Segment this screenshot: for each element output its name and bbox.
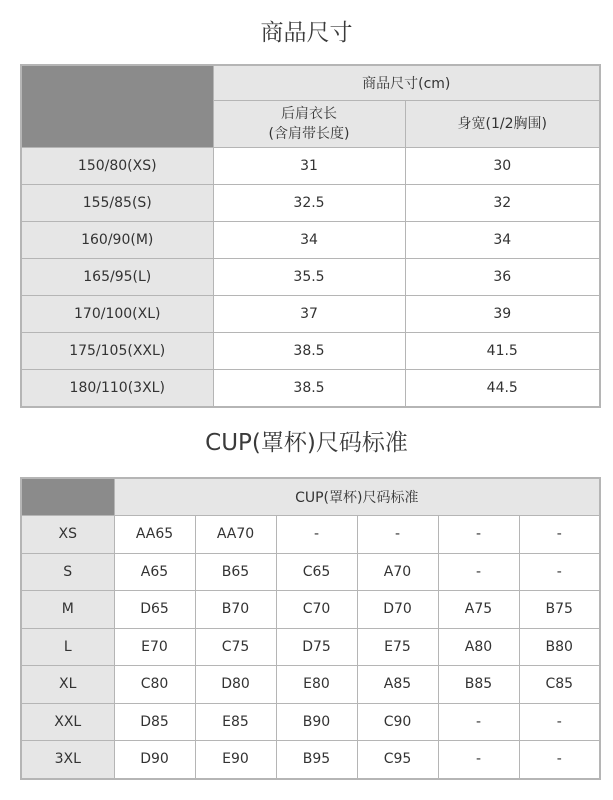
table-cell: B65 [195, 553, 276, 591]
size-label: 180/110(3XL) [21, 370, 213, 408]
table-cell: C75 [195, 628, 276, 666]
table-row [21, 222, 600, 259]
table-cell: C95 [357, 741, 438, 779]
cup-size-label: M [21, 591, 114, 629]
table-row [21, 516, 600, 554]
cup-size-label: S [21, 553, 114, 591]
table-cell: - [519, 516, 600, 554]
size-label: 170/100(XL) [21, 296, 213, 333]
table-row [21, 370, 600, 408]
size-section-title: 商品尺寸 [260, 20, 353, 46]
table-cell: B85 [438, 666, 519, 704]
table-row [21, 333, 600, 370]
table-cell: 35.5 [213, 259, 405, 296]
table-cell: E85 [195, 703, 276, 741]
size-table-corner [21, 65, 213, 148]
table-cell: - [438, 703, 519, 741]
table-cell: 39 [405, 296, 600, 333]
table-cell: 30 [405, 148, 600, 185]
table-cell: C70 [276, 591, 357, 629]
table-row [21, 628, 600, 666]
table-cell: B95 [276, 741, 357, 779]
table-cell: C80 [114, 666, 195, 704]
size-table [20, 64, 601, 408]
table-row [21, 591, 600, 629]
cup-table-group-header: CUP(罩杯)尺码标准 [114, 478, 600, 516]
cup-size-label: XL [21, 666, 114, 704]
table-cell: B90 [276, 703, 357, 741]
table-cell: D90 [114, 741, 195, 779]
table-cell: A75 [438, 591, 519, 629]
table-cell: D80 [195, 666, 276, 704]
table-row [21, 666, 600, 704]
table-cell: - [519, 741, 600, 779]
column-header-body-width: 身宽(1/2胸围) [405, 101, 600, 148]
size-label: 175/105(XXL) [21, 333, 213, 370]
table-cell: - [519, 703, 600, 741]
table-cell: AA65 [114, 516, 195, 554]
table-cell: 38.5 [213, 333, 405, 370]
table-cell: - [276, 516, 357, 554]
table-cell: 32.5 [213, 185, 405, 222]
table-cell: A65 [114, 553, 195, 591]
size-label: 165/95(L) [21, 259, 213, 296]
size-label: 160/90(M) [21, 222, 213, 259]
table-cell: C85 [519, 666, 600, 704]
cup-size-label: L [21, 628, 114, 666]
column-header-back-length: 后肩衣长 (含肩带长度) [213, 101, 405, 148]
table-cell: D75 [276, 628, 357, 666]
table-row [21, 741, 600, 779]
cup-table-header-row [21, 478, 600, 516]
table-row [21, 296, 600, 333]
table-cell: - [519, 553, 600, 591]
table-cell: 38.5 [213, 370, 405, 408]
table-row [21, 703, 600, 741]
size-table-group-header: 商品尺寸(cm) [213, 65, 600, 101]
table-cell: D70 [357, 591, 438, 629]
cup-section-title: CUP(罩杯)尺码标准 [205, 430, 408, 456]
table-cell: 34 [405, 222, 600, 259]
table-row [21, 259, 600, 296]
table-cell: 37 [213, 296, 405, 333]
table-cell: E70 [114, 628, 195, 666]
table-cell: - [438, 516, 519, 554]
table-cell: A70 [357, 553, 438, 591]
table-cell: A85 [357, 666, 438, 704]
table-cell: D65 [114, 591, 195, 629]
table-cell: 44.5 [405, 370, 600, 408]
table-cell: 32 [405, 185, 600, 222]
cup-size-label: XXL [21, 703, 114, 741]
table-cell: 41.5 [405, 333, 600, 370]
table-cell: 31 [213, 148, 405, 185]
table-row [21, 148, 600, 185]
table-cell: E75 [357, 628, 438, 666]
table-cell: - [357, 516, 438, 554]
table-row [21, 553, 600, 591]
table-cell: - [438, 553, 519, 591]
table-cell: E90 [195, 741, 276, 779]
table-cell: E80 [276, 666, 357, 704]
table-cell: B75 [519, 591, 600, 629]
table-cell: AA70 [195, 516, 276, 554]
cup-size-label: 3XL [21, 741, 114, 779]
table-cell: - [438, 741, 519, 779]
table-cell: 34 [213, 222, 405, 259]
table-cell: C90 [357, 703, 438, 741]
cup-size-label: XS [21, 516, 114, 554]
table-cell: 36 [405, 259, 600, 296]
table-cell: B70 [195, 591, 276, 629]
table-row [21, 185, 600, 222]
cup-table-corner [21, 478, 114, 516]
size-label: 155/85(S) [21, 185, 213, 222]
table-cell: A80 [438, 628, 519, 666]
size-table-group-header-row [21, 65, 600, 101]
table-cell: B80 [519, 628, 600, 666]
table-cell: C65 [276, 553, 357, 591]
size-label: 150/80(XS) [21, 148, 213, 185]
cup-table [20, 477, 601, 780]
table-cell: D85 [114, 703, 195, 741]
